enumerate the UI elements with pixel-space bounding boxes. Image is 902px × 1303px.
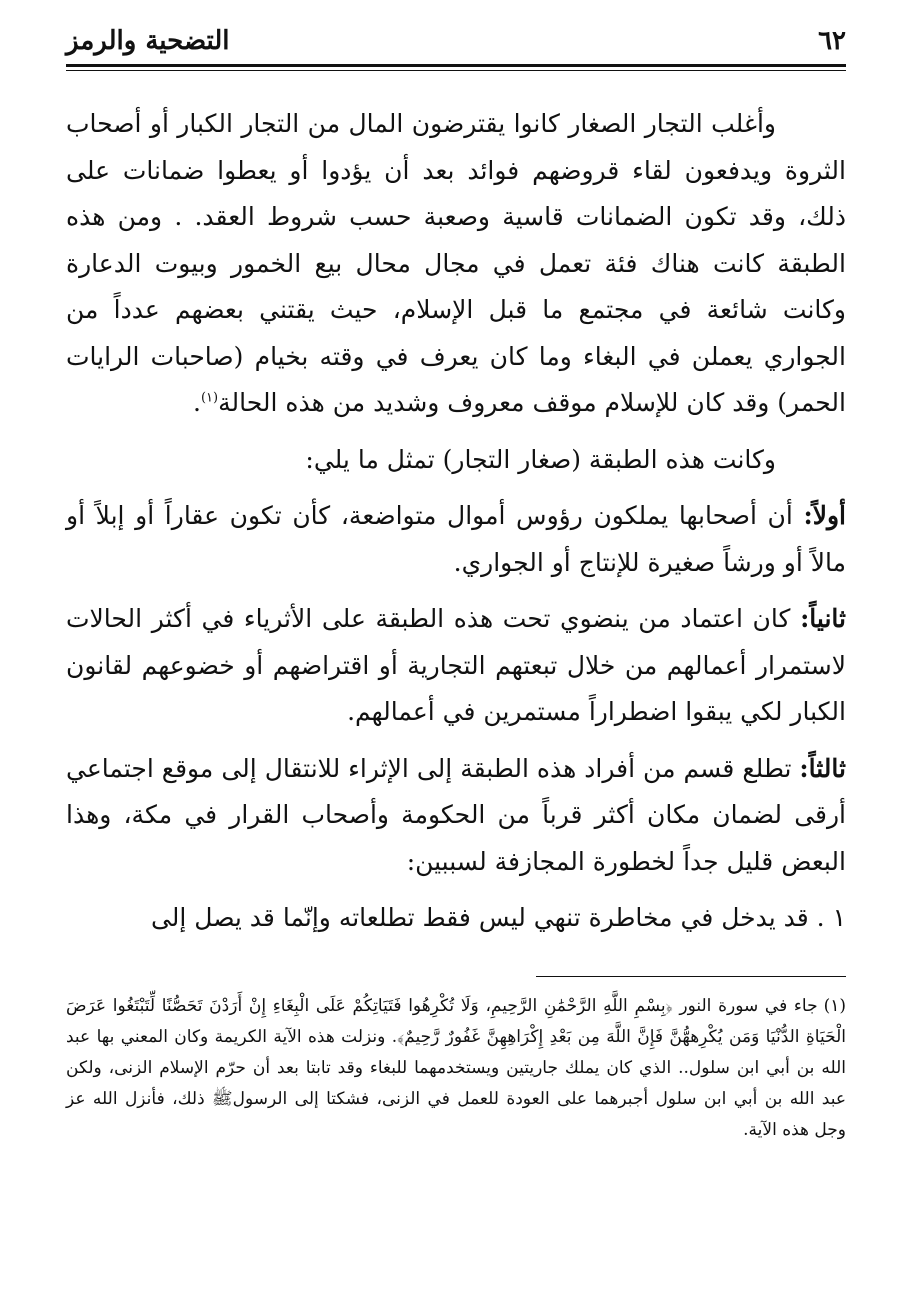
paragraph-third [66, 746, 846, 886]
footnote-separator [536, 976, 846, 977]
second-text: كان اعتماد من ينضوي تحت هذه الطبقة على الأثرياء في أكثر الحالات لاستمرار أعمالهم من خلال تبعتهم التجارية أو اقتراضهم أو خضوعهم لقانون الكبار لكي يبقوا اضطراراً مستمرين في أعمالهم. [66, 604, 846, 726]
second-lead: ثانياً: [800, 604, 846, 633]
paragraph-list-item-1: ١ . قد يدخل في مخاطرة تنهي ليس فقط تطلعاته وإنّما قد يصل إلى [150, 903, 846, 932]
paragraph-second [66, 596, 846, 736]
quran-verse: ﴿بِسْمِ اللَّهِ الرَّحْمَٰنِ الرَّحِيمِ، وَلَا تُكْرِهُوا فَتَيَاتِكُمْ عَلَى الْبِغَاءِ إِنْ أَرَدْنَ تَحَصُّنًا لِّتَبْتَغُوا عَرَضَ الْحَيَاةِ الدُّنْيَا وَمَن يُكْرِههُّنَّ فَإِنَّ اللَّهَ مِن بَعْدِ إِكْرَاهِهِنَّ غَفُورٌ رَّحِيمٌ﴾ [66, 995, 846, 1047]
footnote-marker: (١) [823, 995, 847, 1016]
paragraph-merchants-text: وأغلب التجار الصغار كانوا يقترضون المال من التجار الكبار أو أصحاب الثروة ويدفعون لقاء قروضهم فوائد بعد أن يؤدوا أو يعطوا ضمانات على ذلك، وقد تكون الضمانات قاسية وصعبة حسب شروط العقد. . ومن هذه الطبقة كانت هناك فئة تعمل في مجال محال بيع الخمور وبيوت الدعارة وكانت شائعة في مجتمع ما قبل الإسلام، حيث يقتني بعضهم عدداً من الجواري يعملن في البغاء وما كان يعرف في وقته بخيام (صاحبات الرايات الحمر) وقد كان للإسلام موقف معروف وشديد من هذه الحالة [66, 109, 846, 417]
first-text: أن أصحابها يملكون رؤوس أموال متواضعة، كأن تكون عقاراً أو إبلاً أو مالاً أو ورشاً صغيرة للإنتاج أو الجواري. [66, 501, 846, 577]
paragraph-class-features: وكانت هذه الطبقة (صغار التجار) تمثل ما يلي: [305, 444, 776, 474]
third-lead: ثالثاً: [799, 753, 846, 783]
paragraph-merchants-end: . [193, 388, 201, 417]
body-text [66, 101, 846, 942]
footnote-intro: جاء في سورة النور [679, 995, 818, 1016]
page-number: ٦٢ [818, 26, 846, 56]
third-text: تطلع قسم من أفراد هذه الطبقة إلى الإثراء للانتقال إلى موقع اجتماعي أرقى لضمان مكان أكثر قرباً من الحكومة وأصحاب القرار في مكة، وهذا البعض قليل جداً لخطورة المجازفة لسببين: [66, 753, 846, 876]
header-rule-thick [66, 64, 846, 67]
footnote-text: . ونزلت هذه الآية الكريمة وكان المعني بها عبد الله بن أبي ابن سلول.. الذي كان يملك جاريتين ويستخدمهما للبغاء وقد تابتا بعد أن حرّم الإسلام الزنى، ولكن عبد الله بن أبي ابن سلول أجبرهما على العودة للعمل في الزنى، فشكتا إلى الرسولﷺ ذلك، فأنزل الله عز وجل هذه الآية. [66, 1026, 846, 1140]
paragraph-first [66, 493, 846, 586]
paragraph-merchants [66, 101, 846, 427]
footnote-reference: (١) [200, 390, 219, 406]
running-title: التضحية والرمز [66, 26, 230, 56]
first-lead: أولاً: [803, 501, 846, 530]
footnote [66, 991, 846, 1146]
header-rule-thin [66, 70, 846, 71]
running-header [66, 0, 846, 56]
